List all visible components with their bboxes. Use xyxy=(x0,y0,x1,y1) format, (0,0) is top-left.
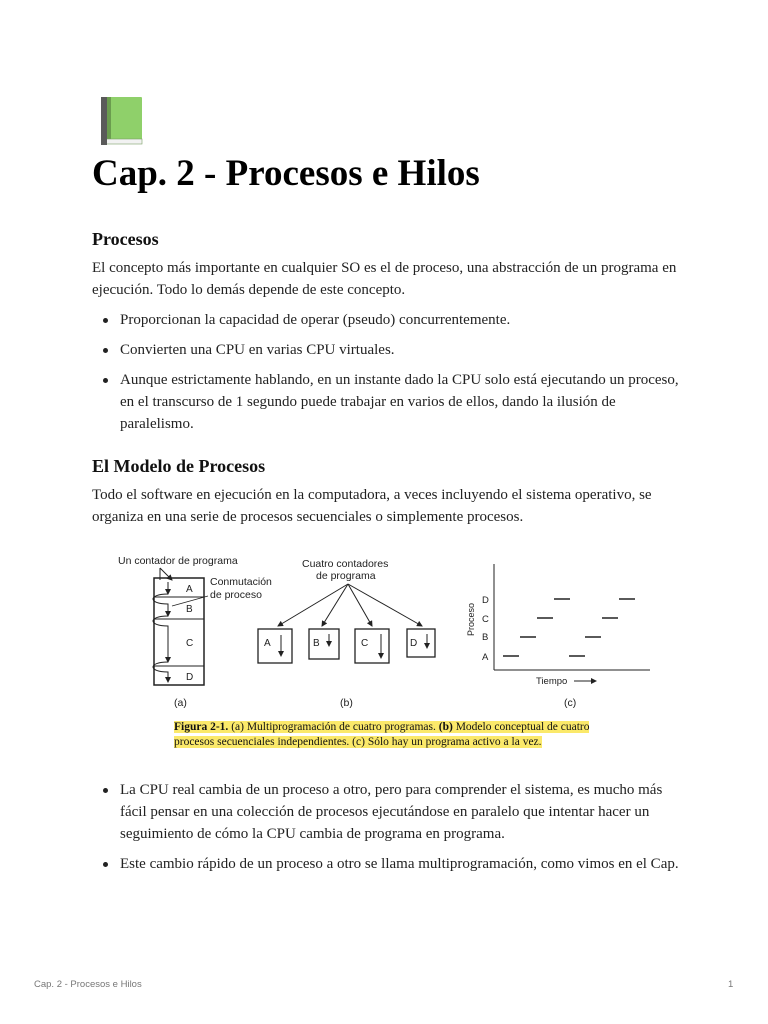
bullet-list-modelo xyxy=(92,779,682,883)
bullet-list-procesos xyxy=(92,309,682,443)
fig-a-block-d: D xyxy=(186,672,194,683)
fig-b-box-a: A xyxy=(264,638,271,649)
list-item: Este cambio rápido de un proceso a otro se llama multiprogramación, como vimos en el Cap. xyxy=(92,853,682,875)
section-heading-procesos: Procesos xyxy=(92,229,159,249)
fig-c-row-b: B xyxy=(482,632,489,643)
caption-part-b-label: (b) xyxy=(435,721,453,733)
fig-a-switch-label-2: de proceso xyxy=(210,589,262,601)
fig-b-box-d: D xyxy=(410,638,418,649)
paragraph-modelo: Todo el software en ejecución en la computadora, a veces incluyendo el sistema operativo, se organiza en una serie de procesos secuenciales o simplemente procesos. xyxy=(92,487,652,525)
fig-a-sub: (a) xyxy=(174,697,187,709)
fig-b-box-c: C xyxy=(361,638,369,649)
fig-c-xlabel: Tiempo xyxy=(536,676,568,687)
fig-a-switch-label-1: Conmutación xyxy=(210,576,272,588)
caption-fig-label: Figura 2-1. xyxy=(174,721,229,733)
footer-page-number: 1 xyxy=(728,979,734,990)
fig-b-label-2: de programa xyxy=(316,570,376,582)
page-title: Cap. 2 - Procesos e Hilos xyxy=(92,153,480,194)
list-item: Convierten una CPU en varias CPU virtuales. xyxy=(92,339,682,361)
fig-b-label-1: Cuatro contadores xyxy=(302,558,389,570)
fig-a-counter-label: Un contador de programa xyxy=(118,555,238,567)
list-item: Proporcionan la capacidad de operar (pseudo) concurrentemente. xyxy=(92,309,682,331)
section-heading-modelo: El Modelo de Procesos xyxy=(92,456,266,476)
fig-a-block-a: A xyxy=(186,584,193,595)
list-item: Aunque estrictamente hablando, en un instante dado la CPU solo está ejecutando un proceso, en el transcurso de 1 segundo puede trabajar en varios de ellos, dando la ilusión de paralelismo. xyxy=(92,369,682,435)
fig-c-row-a: A xyxy=(482,652,489,663)
caption-part-b: Modelo conceptual de cuatro procesos secuenciales independientes. (c) Sólo hay un programa activo a la vez. xyxy=(174,721,590,748)
fig-c-row-d: D xyxy=(482,595,489,606)
fig-b-box-b: B xyxy=(313,638,320,649)
fig-b-sub: (b) xyxy=(340,697,353,709)
list-item: La CPU real cambia de un proceso a otro, pero para comprender el sistema, es mucho más fácil pensar en una colección de procesos ejecutándose en paralelo que intentar hacer un seguimiento de cómo la CPU cambia de programa en programa. xyxy=(92,779,682,845)
green-book-icon xyxy=(99,96,145,146)
fig-a-block-b: B xyxy=(186,604,193,615)
paragraph-procesos: El concepto más importante en cualquier SO es el de proceso, una abstracción de un programa en ejecución. Todo lo demás depende de este concepto. xyxy=(92,260,677,298)
figure-caption xyxy=(174,720,614,750)
caption-part-a: (a) Multiprogramación de cuatro programas. xyxy=(228,721,436,733)
fig-c-sub: (c) xyxy=(564,697,577,709)
footer-title: Cap. 2 - Procesos e Hilos xyxy=(34,979,142,990)
fig-c-ylabel: Proceso xyxy=(466,602,476,636)
fig-c-row-c: C xyxy=(482,614,489,625)
fig-a-block-c: C xyxy=(186,638,194,649)
